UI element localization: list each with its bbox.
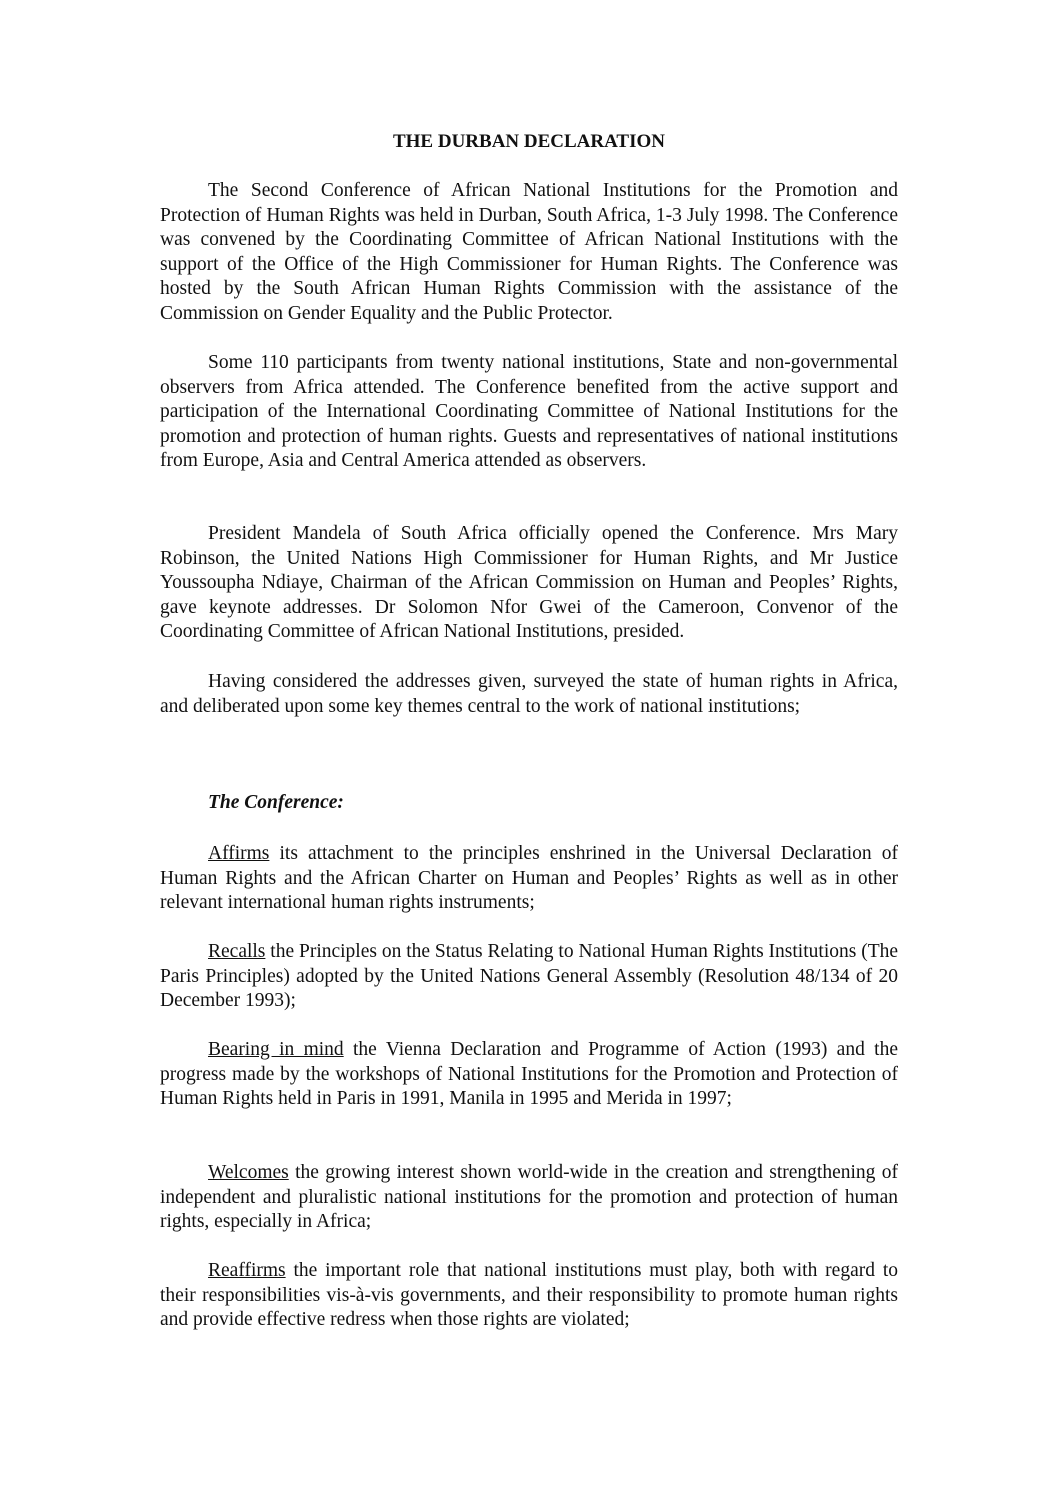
clause-text: its attachment to the principles enshrined in the Universal Declaration of Human Rights and the African Charter on Human and Peoples’ Rights as well as in other relevant international human rights instruments;	[160, 843, 898, 914]
clause-text: the growing interest shown world-wide in the creation and strengthening of independent and pluralistic national institutions for the promotion and protection of human rights, especially in Africa;	[160, 1162, 898, 1233]
clause-keyword: Bearing in mind	[208, 1039, 344, 1060]
clause-affirms	[160, 842, 898, 916]
clause-keyword: Reaffirms	[208, 1260, 286, 1281]
clause-text: the Vienna Declaration and Programme of Action (1993) and the progress made by the workshops of National Institutions for the Promotion and Protection of Human Rights held in Paris in 1991, Manila in 1995 and Merida in 1997;	[160, 1039, 898, 1110]
conference-heading: The Conference:	[208, 792, 344, 813]
clause-keyword: Welcomes	[208, 1162, 289, 1183]
clause-keyword: Affirms	[208, 843, 270, 864]
clause-text: the Principles on the Status Relating to National Human Rights Institutions (The Paris Principles) adopted by the United Nations General Assembly (Resolution 48/134 of 20 December 1993);	[160, 941, 899, 1012]
clause-bearing-in-mind	[160, 1038, 898, 1112]
intro-paragraph-3: President Mandela of South Africa officially opened the Conference. Mrs Mary Robinson, the United Nations High Commissioner for Human Rights, and Mr Justice Youssoupha Ndiaye, Chairman of the African Commission on Human and Peoples’ Rights, gave keynote addresses. Dr Solomon Nfor Gwei of the Cameroon, Convenor of the Coordinating Committee of African National Institutions, presided.	[160, 523, 898, 643]
intro-paragraph-1: The Second Conference of African National Institutions for the Promotion and Protection of Human Rights was held in Durban, South Africa, 1-3 July 1998. The Conference was convened by the Coordinating Committee of African National Institutions with the support of the Office of the High Commissioner for Human Rights. The Conference was hosted by the South African Human Rights Commission with the assistance of the Commission on Gender Equality and the Public Protector.	[160, 180, 898, 324]
clause-reaffirms	[160, 1259, 898, 1333]
clause-recalls	[160, 940, 898, 1014]
document-title: THE DURBAN DECLARATION	[392, 131, 665, 152]
clause-text: the important role that national institutions must play, both with regard to their responsibilities vis-à-vis governments, and their responsibility to promote human rights and provide effective redress when those rights are violated;	[160, 1260, 898, 1331]
clause-welcomes	[160, 1161, 898, 1235]
clause-keyword: Recalls	[208, 941, 266, 962]
intro-paragraph-4: Having considered the addresses given, surveyed the state of human rights in Africa, and deliberated upon some key themes central to the work of national institutions;	[160, 671, 898, 717]
intro-paragraph-2: Some 110 participants from twenty national institutions, State and non-governmental observers from Africa attended. The Conference benefited from the active support and participation of the International Coordinating Committee of National Institutions for the promotion and protection of human rights. Guests and representatives of national institutions from Europe, Asia and Central America attended as observers.	[160, 352, 898, 472]
